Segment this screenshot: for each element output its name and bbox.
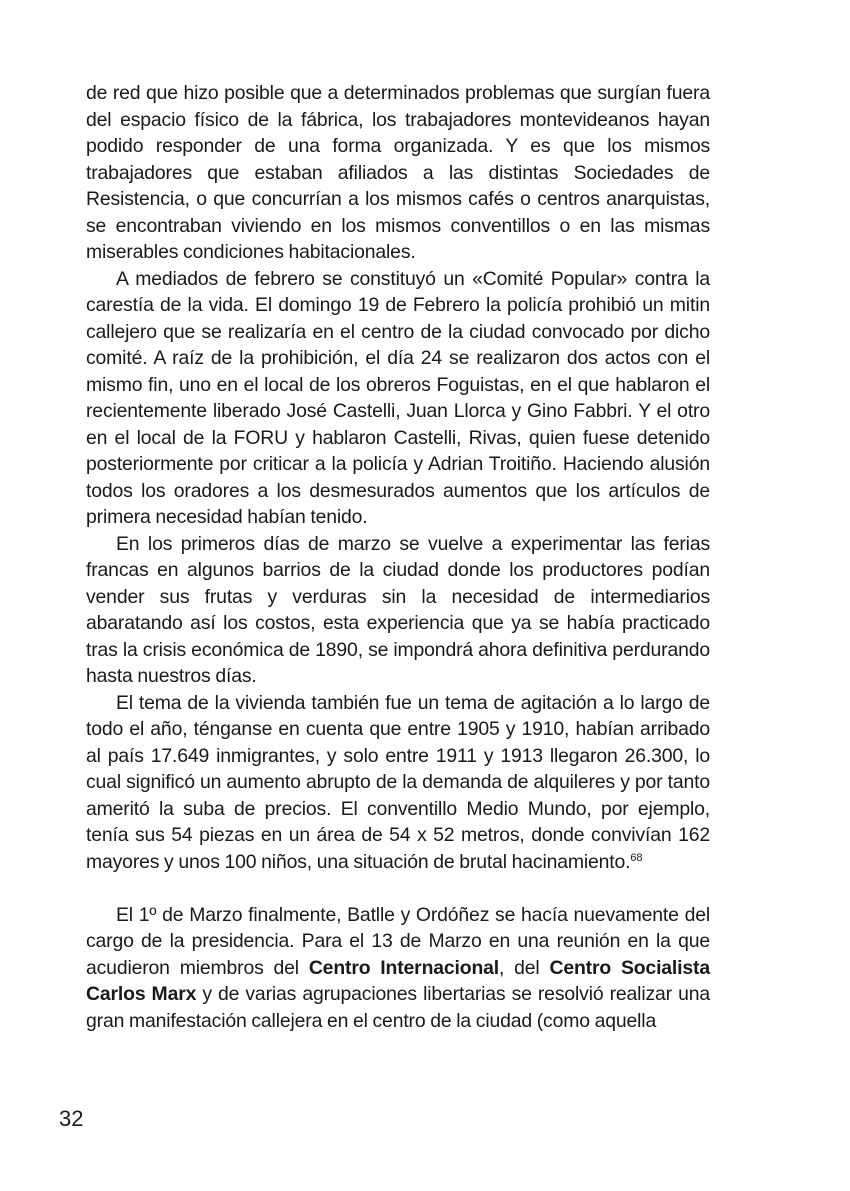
paragraph-batlle-text-1: El 1º de Marzo finalmente, Batlle y Ordóñez se hacía nuevamente del cargo de la presidencia. Para el 13 de Marzo en una reunión en la que acudieron miembros del	[86, 903, 710, 979]
paragraph-comite-popular: A mediados de febrero se constituyó un «Comité Popular» contra la carestía de la vida. El domingo 19 de Febrero la policía prohibió un mitin callejero que se realizaría en el centro de la ciudad convocado por dicho comité. A raíz de la prohibición, el día 24 se realizaron dos actos con el mismo fin, uno en el local de los obreros Foguistas, en el que hablaron el recientemente liberado José Castelli, Juan Llorca y Gino Fabbri. Y el otro en el local de la FORU y hablaron Castelli, Rivas, quien fuese detenido posteriormente por criticar a la policía y Adrian Troitiño. Haciendo alusión todos los oradores a los desmesurados aumentos que los artículos de primera necesidad habían tenido.	[86, 267, 710, 528]
paragraph-batlle-text-3: y de varias agrupaciones libertarias se resolvió realizar una gran manifestación callejera en el centro de la ciudad (como aquella	[86, 983, 710, 1032]
paragraph-vivienda-text: El tema de la vivienda también fue un tema de agitación a lo largo de todo el año, ténganse en cuenta que entre 1905 y 1910, habían arribado al país 17.649 inmigrantes, y solo entre 1911 y 1913 llegaron 26.300, lo cual significó un aumento abrupto de la demanda de alquileres y por tanto ameritó la suba de precios. El conventillo Medio Mundo, por ejemplo, tenía sus 54 piezas en un área de 54 x 52 metros, donde convivían 162 mayores y unos 100 niños, una situación de brutal hacinamiento.	[86, 691, 710, 873]
footnote-marker[interactable]: 68	[630, 851, 643, 864]
paragraph-vivienda	[86, 690, 710, 876]
bold-centro-internacional: Centro Internacional	[308, 956, 500, 979]
paragraph-continuation: de red que hizo posible que a determinados problemas que surgían fuera del espacio físico de la fábrica, los trabajadores montevideanos hayan podido responder de una forma organizada. Y es que los mismos trabajadores que estaban afiliados a las distintas Sociedades de Resistencia, o que concurrían a los mismos cafés o centros anarquistas, se encontraban viviendo en los mismos conventillos o en las mismas miserables condiciones habitacionales.	[86, 82, 710, 263]
bold-centro-socialista: Centro Socialista Carlos Marx	[86, 956, 710, 1005]
paragraph-ferias-francas: En los primeros días de marzo se vuelve a experimentar las ferias francas en algunos barrios de la ciudad donde los productores podían vender sus frutas y verduras sin la necesidad de intermediarios abaratando así los costos, esta experiencia que ya se había practicado tras la crisis económica de 1890, se impondrá ahora definitiva perdurando hasta nuestros días.	[86, 532, 710, 687]
paragraph-batlle-text-2: , del	[499, 956, 550, 979]
body-text	[86, 80, 710, 1034]
paragraph-batlle	[86, 902, 710, 1035]
page-number: 32	[59, 1106, 84, 1131]
